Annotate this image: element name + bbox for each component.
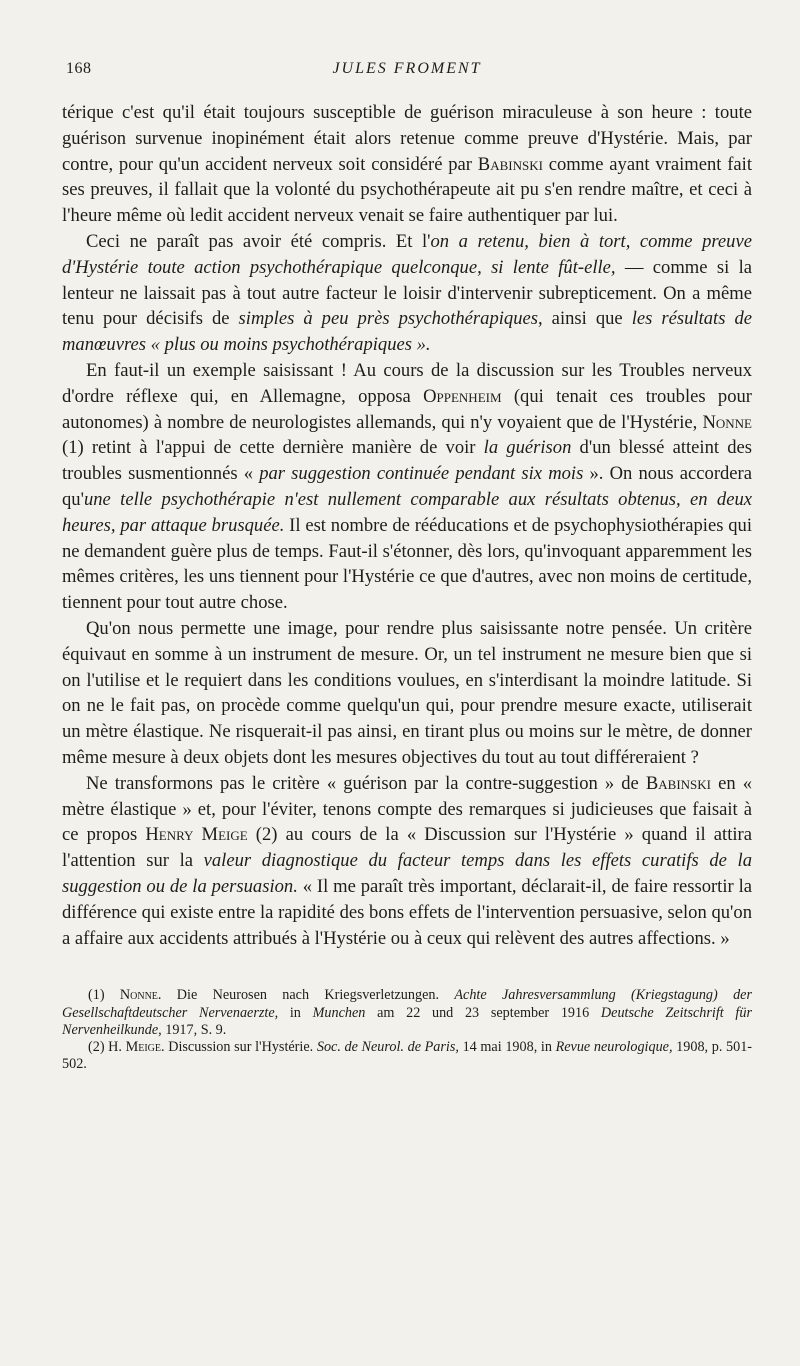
text-run: (2) au cours de la « Discussion sur l'Hystérie » quand il attira l'attention sur la (62, 824, 752, 872)
text-run: Ne transformons pas le critère « guérison par la contre-suggestion » de (86, 772, 646, 794)
footnotes (62, 987, 752, 1073)
text-run: , ainsi que (538, 308, 632, 330)
text-run: . Die Neurosen nach Kriegsverletzungen. (157, 987, 455, 1004)
author-name: Oppenheim (423, 385, 502, 407)
text-run: (2) H. (88, 1038, 126, 1055)
text-run: (1) (88, 987, 120, 1004)
text-run: 14 mai 1908, in (458, 1038, 556, 1055)
italic-text: la guérison (483, 437, 572, 459)
text-run: . Discussion sur l'Hystérie. (161, 1038, 317, 1055)
text-run: « Il me paraît très important, déclarait-il, de faire ressortir la différence qui existe entre la rapidité des bons effets de l'intervention persuasive, selon qu'on a affaire aux accidents attribués à l'Hystérie ou à ceux qui relèvent des autres affections. » (62, 875, 752, 949)
italic-text: Deutsche Zeitschrift für Nervenheilkunde, (62, 1004, 752, 1038)
text-run: (qui tenait ces troubles pour autonomes) à nombre de neurologistes allemands, qui n'y voyaient que de l'Hystérie, (62, 385, 752, 433)
paragraph (62, 100, 752, 229)
paragraph (62, 616, 752, 771)
page-header (62, 60, 752, 86)
text-run: En faut-il un exemple saisissant ! Au cours de la discussion sur les Troubles nerveux d'ordre réflexe qui, en Allemagne, opposa (62, 359, 752, 407)
italic-text: Revue neurologique, (555, 1038, 673, 1055)
footnote (62, 987, 752, 1039)
page-number: 168 (66, 60, 92, 77)
italic-text: Achte Jahresversammlung (Kriegstagung) der Gesellschaftdeutscher Nervenaerzte, (62, 987, 752, 1021)
text-run: d'un blessé atteint des troubles susmentionnés « (62, 437, 752, 485)
text-run: comme ayant vraiment fait ses preuves, il fallait que la volonté du psychothérapeute ait pu s'en rendre maître, et ceci à l'heure même où ledit accident nerveux venait se faire authentiquer par lui. (62, 153, 752, 227)
italic-text: Munchen (312, 1004, 366, 1021)
footnote (62, 1039, 752, 1073)
author-name: Babinski (477, 153, 543, 175)
text-run: Ceci ne paraît pas avoir été compris. Et l' (86, 230, 431, 252)
author-name: Meige (125, 1038, 162, 1055)
italic-text: une telle psychothérapie n'est nullement comparable aux résultats obtenus, en deux heures, par attaque brusquée. (62, 488, 752, 536)
italic-text: les résultats de manœuvres « plus ou moins psychothérapiques ». (62, 308, 753, 356)
text-run: in (278, 1004, 313, 1021)
text-run: térique c'est qu'il était toujours susceptible de guérison miraculeuse à son heure : toute guérison survenue inopinément était alors retenue comme preuve d'Hystérie. Mais, par contre, pour qu'un accident nerveux soit considéré par (62, 102, 752, 175)
paragraph (62, 358, 752, 616)
text-run: ». On nous accordera qu' (62, 463, 753, 510)
book-page (62, 60, 752, 1073)
author-name: Nonne (119, 987, 158, 1004)
text-run: 1908, p. 501-502. (62, 1038, 753, 1073)
text-run: (1) retint à l'appui de cette dernière manière de voir (62, 437, 484, 459)
text-run: — comme si la lenteur ne laissait pas à tout autre facteur le loisir d'intervenir subrepticement. On a même tenu pour décisifs de (62, 256, 752, 330)
text-run: 1917, S. 9. (161, 1021, 227, 1038)
author-name: Henry Meige (145, 824, 248, 846)
text-run: Qu'on nous permette une image, pour rendre plus saisissante notre pensée. Un critère équivaut en somme à un instrument de mesure. Or, un tel instrument ne mesure bien que si on l'utilise et le requiert dans les conditions voulues, en s'interdisant la moindre latitude. Si on ne le fait pas, on procède comme quelqu'un qui, pour prendre mesure exacte, utiliserait un mètre élastique. Ne risquerait-il pas ainsi, en tirant plus ou moins sur le mètre, de donner même mesure à deux objets dont les mesures objectives du tout au tout différeraient ? (62, 617, 752, 768)
italic-text: par suggestion continuée pendant six mois (259, 463, 584, 485)
paragraph (62, 771, 752, 952)
text-run: Il est nombre de rééducations et de psychophysiothérapies qui ne demandent guère plus de temps. Faut-il s'étonner, dès lors, qu'invoquant apparemment les mêmes critères, les uns tiennent pour l'Hystérie ce que d'autres, avec non moins de certitude, tiennent pour tout autre chose. (62, 514, 753, 614)
italic-text: on a retenu, bien à tort, comme preuve d'Hystérie toute action psychothérapique quelconque, si lente fût-elle, (62, 230, 752, 278)
running-title: JULES FROMENT (332, 60, 482, 77)
italic-text: valeur diagnostique du facteur temps dans les effets curatifs de la suggestion ou de la persuasion. (62, 850, 752, 897)
italic-text: simples à peu près psychothérapiques (238, 308, 539, 330)
body-text (62, 100, 752, 951)
text-run: am 22 und 23 september 1916 (365, 1004, 601, 1021)
italic-text: Soc. de Neurol. de Paris, (316, 1038, 459, 1055)
author-name: Nonne (702, 411, 752, 433)
text-run: en « mètre élastique » et, pour l'éviter, tenons compte des remarques si judicieuses que faisait à ce propos (62, 772, 752, 846)
paragraph (62, 229, 752, 358)
author-name: Babinski (645, 772, 711, 794)
